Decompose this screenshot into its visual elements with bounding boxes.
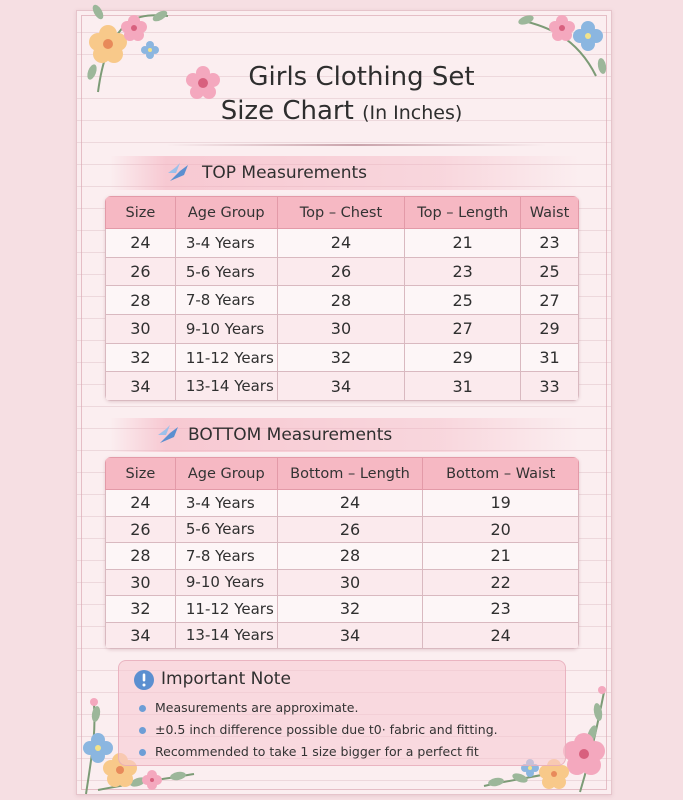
age-cell: 3-4 Years: [175, 229, 277, 258]
length-cell: 23: [405, 257, 521, 286]
size-cell: 24: [106, 229, 176, 258]
column-header: Top – Chest: [277, 197, 405, 229]
table-header-row: [106, 197, 579, 229]
age-cell: 7-8 Years: [175, 286, 277, 315]
age-cell: 7-8 Years: [175, 543, 277, 570]
table-row: [106, 286, 579, 315]
age-cell: 11-12 Years: [175, 596, 277, 623]
column-header: Bottom – Length: [277, 458, 423, 490]
column-header: Size: [106, 458, 176, 490]
subtitle-main: Size Chart: [220, 96, 354, 126]
important-note-box: [118, 660, 566, 766]
waist-cell: 20: [423, 516, 579, 543]
info-icon: [133, 669, 155, 691]
age-cell: 13-14 Years: [175, 372, 277, 401]
length-cell: 29: [405, 343, 521, 372]
column-header: Bottom – Waist: [423, 458, 579, 490]
column-header: Waist: [521, 197, 579, 229]
table-row: [106, 257, 579, 286]
size-cell: 24: [106, 490, 176, 517]
top-section-header: [110, 156, 580, 190]
age-cell: 3-4 Years: [175, 490, 277, 517]
size-cell: 28: [106, 286, 176, 315]
subtitle-unit: (In Inches): [362, 102, 463, 124]
length-cell: 31: [405, 372, 521, 401]
chest-cell: 24: [277, 229, 405, 258]
table-row: [106, 372, 579, 401]
table-row: [106, 343, 579, 372]
waist-cell: 25: [521, 257, 579, 286]
size-cell: 28: [106, 543, 176, 570]
list-item: Recommended to take 1 size bigger for a perfect fit: [139, 741, 498, 763]
table-row: [106, 516, 579, 543]
blue-leaf-icon: [166, 161, 192, 185]
bottom-measurements-table: [105, 457, 579, 649]
column-header: Age Group: [175, 458, 277, 490]
size-cell: 34: [106, 622, 176, 649]
chest-cell: 26: [277, 257, 405, 286]
title-divider: [166, 144, 546, 146]
age-cell: 9-10 Years: [175, 569, 277, 596]
waist-cell: 23: [423, 596, 579, 623]
top-measurements-table: [105, 196, 579, 401]
list-item: ±0.5 inch difference possible due t0· fabric and fitting.: [139, 719, 498, 741]
age-cell: 5-6 Years: [175, 516, 277, 543]
length-cell: 32: [277, 596, 423, 623]
waist-cell: 33: [521, 372, 579, 401]
age-cell: 13-14 Years: [175, 622, 277, 649]
table-row: [106, 229, 579, 258]
column-header: Age Group: [175, 197, 277, 229]
table-header-row: [106, 458, 579, 490]
length-cell: 24: [277, 490, 423, 517]
waist-cell: 27: [521, 286, 579, 315]
waist-cell: 22: [423, 569, 579, 596]
column-header: Top – Length: [405, 197, 521, 229]
age-cell: 11-12 Years: [175, 343, 277, 372]
note-list: [139, 697, 498, 763]
chest-cell: 28: [277, 286, 405, 315]
length-cell: 28: [277, 543, 423, 570]
waist-cell: 23: [521, 229, 579, 258]
length-cell: 21: [405, 229, 521, 258]
note-title: Important Note: [161, 669, 291, 689]
table-row: [106, 596, 579, 623]
bottom-section-title: BOTTOM Measurements: [188, 425, 393, 445]
table-row: [106, 315, 579, 344]
length-cell: 25: [405, 286, 521, 315]
length-cell: 34: [277, 622, 423, 649]
age-cell: 5-6 Years: [175, 257, 277, 286]
table-row: [106, 622, 579, 649]
top-section-title: TOP Measurements: [202, 163, 367, 183]
page-title: Girls Clothing Set: [248, 62, 475, 92]
size-cell: 26: [106, 257, 176, 286]
waist-cell: 24: [423, 622, 579, 649]
size-cell: 32: [106, 343, 176, 372]
table-row: [106, 569, 579, 596]
age-cell: 9-10 Years: [175, 315, 277, 344]
size-cell: 32: [106, 596, 176, 623]
blue-leaf-icon: [156, 423, 182, 447]
size-cell: 34: [106, 372, 176, 401]
column-header: Size: [106, 197, 176, 229]
table-row: [106, 490, 579, 517]
chest-cell: 32: [277, 343, 405, 372]
waist-cell: 19: [423, 490, 579, 517]
waist-cell: 21: [423, 543, 579, 570]
waist-cell: 29: [521, 315, 579, 344]
size-cell: 26: [106, 516, 176, 543]
chest-cell: 34: [277, 372, 405, 401]
size-cell: 30: [106, 569, 176, 596]
page-subtitle: [0, 96, 683, 126]
list-item: Measurements are approximate.: [139, 697, 498, 719]
length-cell: 30: [277, 569, 423, 596]
size-cell: 30: [106, 315, 176, 344]
chest-cell: 30: [277, 315, 405, 344]
length-cell: 26: [277, 516, 423, 543]
table-row: [106, 543, 579, 570]
length-cell: 27: [405, 315, 521, 344]
bottom-section-header: [110, 418, 580, 452]
waist-cell: 31: [521, 343, 579, 372]
